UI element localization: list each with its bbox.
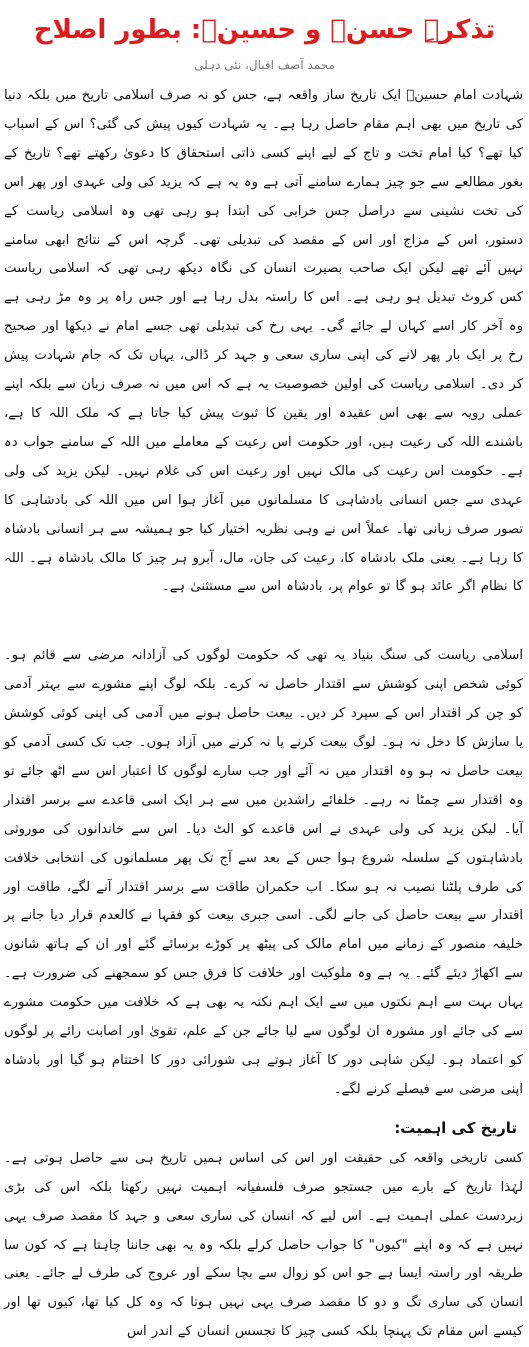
paragraph-spacer	[4, 602, 523, 642]
paragraph-2: اسلامی ریاست کی سنگ بنیاد یہ تھی کہ حکومت لوگوں کی آزادانہ مرضی سے قائم ہو۔ کوئی شخص اپنی کوشش سے اقتدار حاصل نہ کرے۔ بلکہ لوگ اپنے مشورے سے بہتر آدمی کو چن کر اقتدار اس کے سپرد کر دیں۔ بیعت حاصل ہونے میں آدمی کی اپنی کوئی کوشش یا سازش کا دخل نہ ہو۔ لوگ بیعت کرنے یا نہ کرنے میں آزاد ہوں۔ جب تک کسی آدمی کو بیعت حاصل نہ ہو وہ اقتدار میں نہ آئے اور جب سارے لوگوں کا اعتبار اس سے اٹھ جائے تو وہ اقتدار سے چمٹا نہ رہے۔ خلفائے راشدین میں سے ہر ایک اسی قاعدے سے برسر اقتدار آیا۔ لیکن یزید کی ولی عہدی نے اس قاعدے کو الٹ دیا۔ اس سے خاندانوں کی موروثی بادشاہتوں کے سلسلہ شروع ہوا جس کے بعد سے آج تک پھر مسلمانوں کی انتخابی خلافت کی طرف پلٹنا نصیب نہ ہو سکا۔ اب حکمران طاقت سے برسر اقتدار آنے لگے، طاقت اور اقتدار سے بیعت حاصل کی جانے لگی۔ اسی جبری بیعت کو فقہا نے کالعدم قرار دیا جانے پر خلیفہ منصور کے زمانے میں امام مالک کی پیٹھ پر کوڑے برسائے گئے اور ان کے ہاتھ شانوں سے اکھاڑ دیئے گئے۔ یہ ہے وہ ملوکیت اور خلافت کا فرق جس کو سمجھنے کی ضرورت ہے۔ یہاں بہت سے اہم نکتوں میں سے ایک اہم نکتہ یہ بھی ہے کہ خلافت میں حکومت مشورے سے کی جائے اور مشورہ ان لوگوں سے لیا جائے جن کے علم، تقویٰ اور اصابت رائے پر لوگوں کو اعتماد ہو۔ لیکن شاہی دور کا آغاز ہوتے ہی شورائی دور کا اختتام ہو گیا اور بادشاہ اپنی مرضی سے فیصلے کرنے لگے۔	[4, 648, 523, 1097]
paragraph-1: شہادت امام حسینؓ ایک تاریخ ساز واقعہ ہے، جس کو نہ صرف اسلامی تاریخ میں بلکہ دنیا کی تاریخ میں بھی اہم مقام حاصل رہا ہے۔ یہ شہادت کیوں پیش کی گئی؟ اس کے اسباب کیا تھے؟ کیا امام تخت و تاج کے لیے اپنے کسی ذاتی استحقاق کا دعویٰ رکھتے تھے؟ تاریخ کے بغور مطالعے سے جو چیز ہمارے سامنے آتی ہے وہ یہ ہے کہ یزید کی ولی عہدی اور پھر اس کی تخت نشینی سے دراصل جس خرابی کی ابتدا ہو رہی تھی وہ اسلامی ریاست کے دستور، اس کے مزاج اور اس کے مقصد کی تبدیلی تھی۔ گرچہ اس کے نتائج ابھی سامنے نہیں آئے تھے لیکن ایک صاحب بصیرت انسان کی نگاہ دیکھ رہی تھی کہ اسلامی ریاست کس کروٹ تبدیل ہو رہی ہے۔ اس کا راستہ بدل رہا ہے اور جس راہ پر وہ مڑ رہی ہے وہ آخر کار اسے کہاں لے جائے گی۔ یہی رخ کی تبدیلی تھی جسے امام نے دیکھا اور صحیح رخ پر ایک بار پھر لانے کی اپنی ساری سعی و جہد کر ڈالی، یہاں تک کہ جام شہادت پیش کر دی۔ اسلامی ریاست کی اولین خصوصیت یہ ہے کہ اس میں نہ صرف زبان سے بلکہ اپنے عملی رویہ سے بھی اس عقیدہ اور یقین کا ثبوت پیش کیا جاتا ہے کہ ملک اللہ کا ہے، باشندے اللہ کی رعیت ہیں، اور حکومت اس رعیت کے معاملے میں اللہ کے سامنے جواب دہ ہے۔ حکومت اس رعیت کی مالک نہیں اور رعیت اس کی غلام نہیں۔ لیکن یزید کی ولی عہدی سے جس انسانی بادشاہی کا مسلمانوں میں آغاز ہوا اس میں اللہ کی بادشاہی کا تصور صرف زبانی تھا۔ عملاً اس نے وہی نظریہ اختیار کیا جو ہمیشہ سے ہر انسانی بادشاہ کا رہا ہے۔ یعنی ملک بادشاہ کا، رعیت کی جان، مال، آبرو ہر چیز کا مالک بادشاہ ہے۔ اللہ کا نظام اگر عائد ہو گا تو عوام پر، بادشاہ اس سے مستثنیٰ ہے۔	[4, 88, 523, 595]
section-paragraph-1: کسی تاریخی واقعہ کی حقیقت اور اس کی اساس ہمیں تاریخ ہی سے حاصل ہوتی ہے۔ لہٰذا تاریخ کے بارے میں جستجو صرف فلسفیانہ اہمیت نہیں رکھتا بلکہ اس کی بڑی زبردست عملی اہمیت ہے۔ اس لیے کہ انسان کی ساری سعی و جہد کا مقصد صرف یہی نہیں ہے کہ وہ اپنے "کیوں" کا جواب حاصل کرلے بلکہ وہ یہ بھی جاننا چاہتا ہے کہ کون سا طریقہ اور راستہ ایسا ہے جو اس کو زوال سے بچا سکے اور عروج کی طرف لے جائے۔ یعنی انسان کی ساری تگ و دو کا مقصد صرف یہی نہیں ہوتا کہ وہ کل کیا تھا، کیوں تھا اور کیسے اس مقام تک پہنچا بلکہ کسی چیز کا تجسس انسان کے اندر اس	[4, 1150, 523, 1340]
article-author: محمد آصف اقبال، نئی دہلی	[194, 58, 335, 72]
article-title: تذکرہِ حسنؓ و حسینؓ: بطور اصلاح	[33, 15, 496, 45]
article-page	[0, 10, 529, 1340]
article-body	[0, 82, 529, 1347]
section-heading: تاریخ کی اہمیت:	[394, 1118, 517, 1137]
